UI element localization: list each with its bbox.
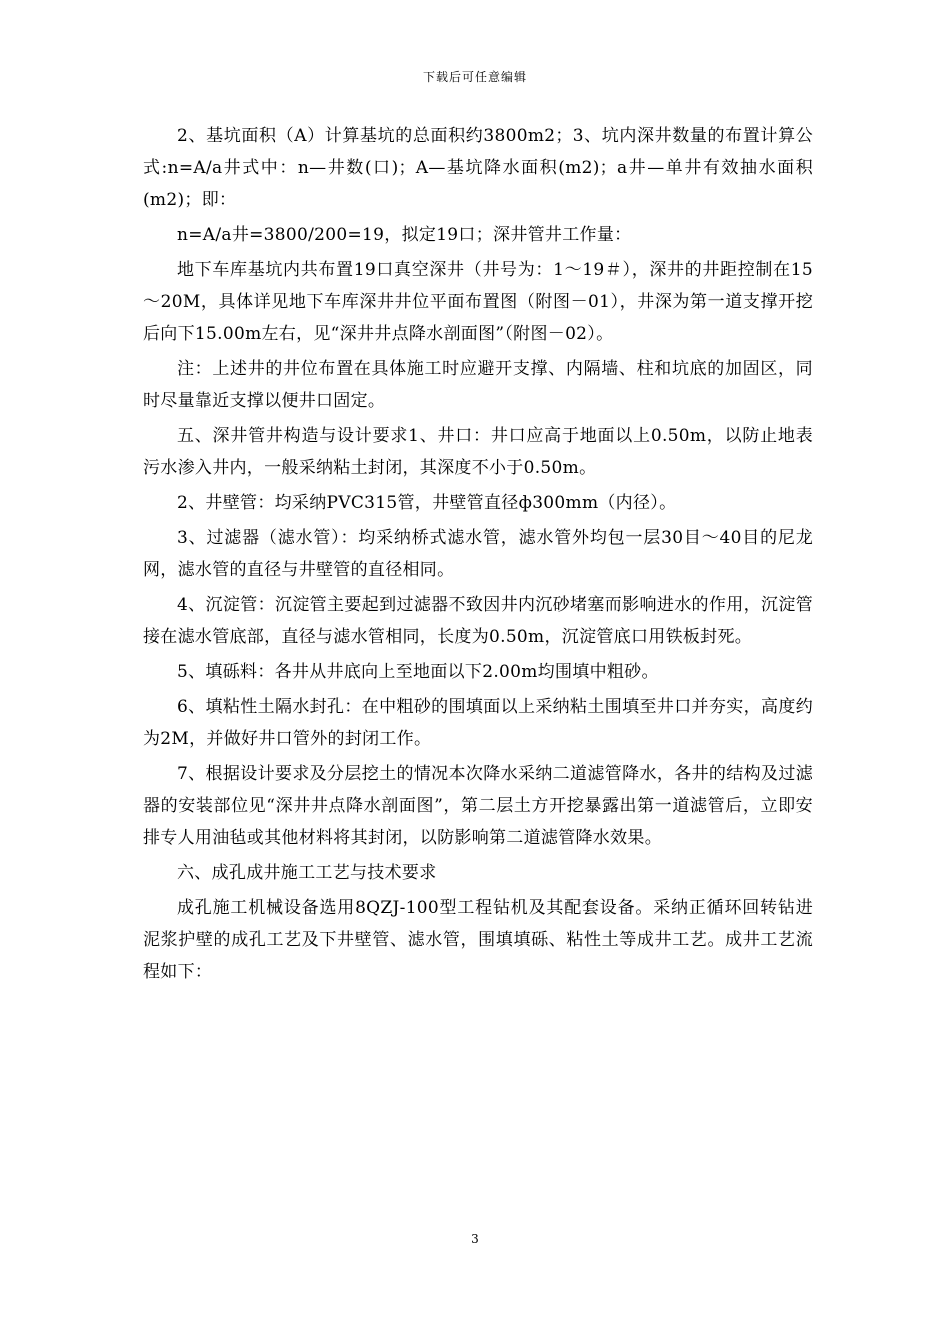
document-body [143, 120, 813, 991]
paragraph: 注：上述井的井位布置在具体施工时应避开支撑、内隔墙、柱和坑底的加固区，同时尽量靠近支撑以便井口固定。 [143, 359, 813, 411]
page-number: 3 [471, 1232, 479, 1246]
paragraph: 2、井壁管：均采纳PVC315管，井壁管直径ф300mm（内径）。 [177, 493, 677, 513]
paragraph: 五、深井管井构造与设计要求1、井口：井口应高于地面以上0.50m，以防止地表污水渗入井内，一般采纳粘土封闭，其深度不小于0.50m。 [143, 426, 813, 478]
paragraph: 2、基坑面积（A）计算基坑的总面积约3800m2；3、坑内深井数量的布置计算公式:n=A/a井式中：n—井数(口)；A—基坑降水面积(m2)；a井—单井有效抽水面积(m2)；即： [143, 126, 813, 210]
section-heading: 六、成孔成井施工工艺与技术要求 [177, 863, 437, 883]
paragraph: 4、沉淀管：沉淀管主要起到过滤器不致因井内沉砂堵塞而影响进水的作用，沉淀管接在滤水管底部，直径与滤水管相同，长度为0.50m，沉淀管底口用铁板封死。 [143, 595, 813, 647]
paragraph: 地下车库基坑内共布置19口真空深井（井号为：1～19＃），深井的井距控制在15～20M，具体详见地下车库深井井位平面布置图（附图－01），井深为第一道支撑开挖后向下15.00m左右，见“深井井点降水剖面图”（附图－02）。 [143, 260, 813, 344]
paragraph: 3、过滤器（滤水管）：均采纳桥式滤水管，滤水管外均包一层30目～40目的尼龙网，滤水管的直径与井壁管的直径相同。 [143, 528, 813, 580]
page-header: 下载后可任意编辑 [422, 70, 527, 84]
paragraph: 5、填砾料：各井从井底向上至地面以下2.00m均围填中粗砂。 [177, 662, 659, 682]
paragraph: 7、根据设计要求及分层挖土的情况本次降水采纳二道滤管降水，各井的结构及过滤器的安装部位见“深井井点降水剖面图”，第二层土方开挖暴露出第一道滤管后，立即安排专人用油毡或其他材料将其封闭，以防影响第二道滤管降水效果。 [143, 764, 813, 848]
paragraph: 成孔施工机械设备选用8QZJ-100型工程钻机及其配套设备。采纳正循环回转钻进泥浆护壁的成孔工艺及下井壁管、滤水管，围填填砾、粘性土等成井工艺。成井工艺流程如下： [143, 898, 813, 982]
paragraph: n=A/a井=3800/200=19，拟定19口；深井管井工作量： [177, 225, 632, 245]
paragraph: 6、填粘性土隔水封孔：在中粗砂的围填面以上采纳粘土围填至井口并夯实，高度约为2M，并做好井口管外的封闭工作。 [143, 697, 813, 749]
